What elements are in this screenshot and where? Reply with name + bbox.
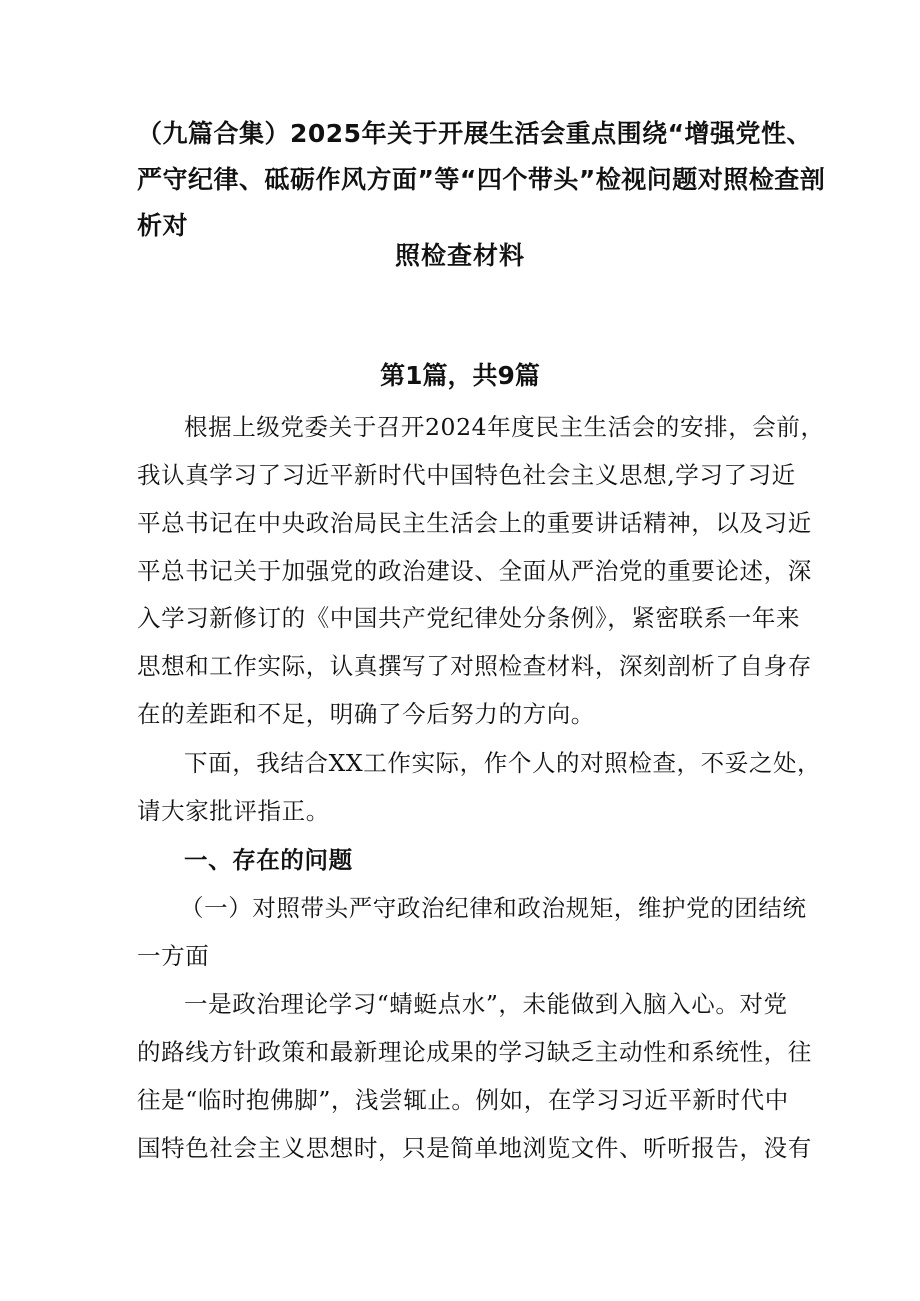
title-line: （九篇合集）2025年关于开展生活会重点围绕“增强党性、 [137,119,813,148]
title-continuation: 照检查材料 [394,241,525,270]
paragraph-line: 请大家批评指正。 [137,797,330,825]
paragraph-line: 的路线方针政策和最新理论成果的学习缺乏主动性和系统性，往 [137,1038,812,1066]
title-line: 严守纪律、砥砺作风方面”等“四个带头”检视问题对照检查剖 [137,165,826,194]
chapter-label: 第1篇，共9篇 [380,361,540,390]
subsection-heading: （一）对照带头严守政治纪律和政治规矩，维护党的团结统 [180,894,807,922]
section-heading: 一、存在的问题 [184,846,353,874]
paragraph-line: 下面，我结合XX工作实际，作个人的对照检查，不妥之处， [184,749,822,777]
paragraph-line: 根据上级党委关于召开2024年度民主生活会的安排，会前， [184,413,825,441]
paragraph-line: 在的差距和不足，明确了今后努力的方向。 [137,700,595,728]
paragraph-line: 入学习新修订的《中国共产党纪律处分条例》，紧密联系一年来 [137,604,801,632]
paragraph-line: 国特色社会主义思想时，只是简单地浏览文件、听听报告，没有 [137,1134,812,1162]
paragraph-line: 思想和工作实际，认真撰写了对照检查材料，深刻剖析了自身存 [137,652,812,680]
title-line: 析对 [137,211,189,240]
paragraph-line: 我认真学习了习近平新时代中国特色社会主义思想,学习了习近 [137,461,796,489]
paragraph-line: 平总书记在中央政治局民主生活会上的重要讲话精神，以及习近 [137,509,812,537]
paragraph-line: 往是“临时抱佛脚”，浅尝辄止。例如，在学习习近平新时代中 [137,1086,789,1114]
paragraph-line: 一是政治理论学习“蜻蜓点水”，未能做到入脑入心。对党 [184,990,788,1018]
document-title [137,111,826,249]
paragraph-line: 平总书记关于加强党的政治建设、全面从严治党的重要论述，深 [137,557,812,585]
subsection-heading-cont: 一方面 [137,942,210,970]
